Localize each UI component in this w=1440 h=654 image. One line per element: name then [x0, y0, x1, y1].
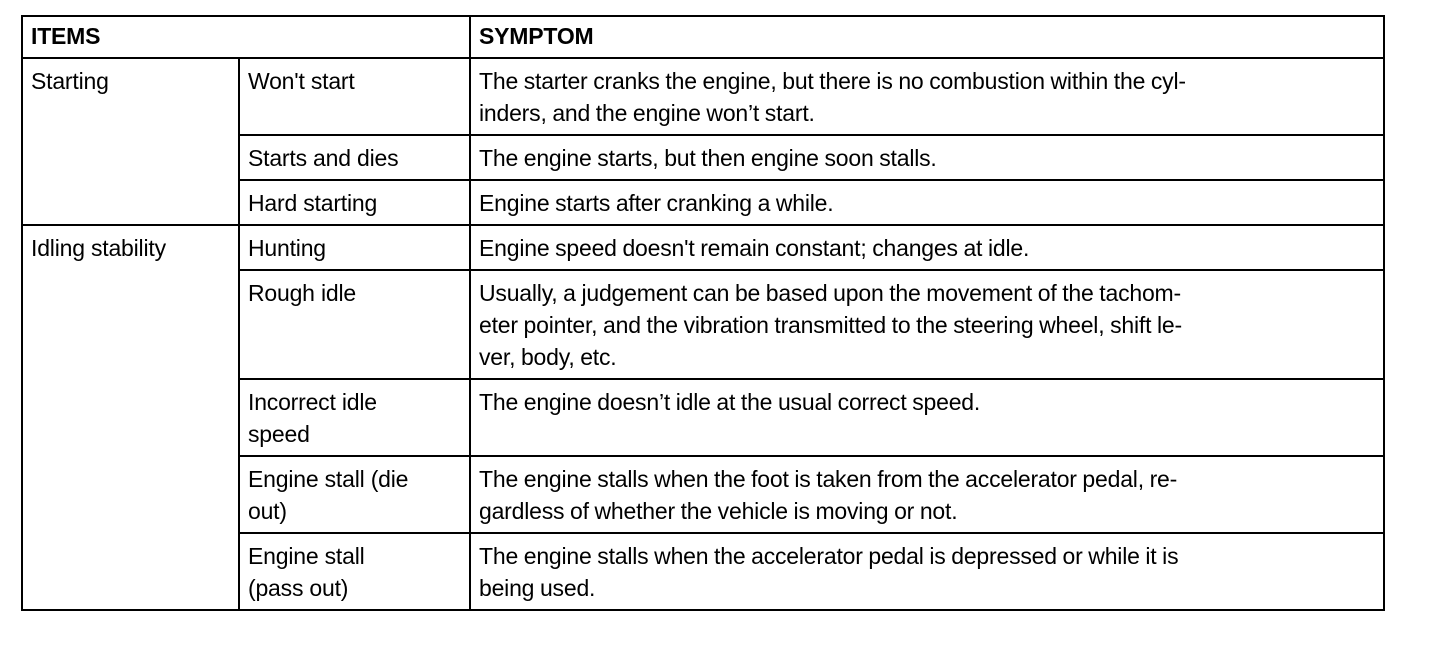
- category-cell: Idling stability: [22, 225, 239, 610]
- symptom-cell: Usually, a judgement can be based upon the movement of the tachom- eter pointer, and the vibration transmitted to the steering wheel, shift le- ver, body, etc.: [470, 270, 1384, 379]
- symptom-cell: The engine starts, but then engine soon stalls.: [470, 135, 1384, 180]
- symptom-cell: Engine speed doesn't remain constant; changes at idle.: [470, 225, 1384, 270]
- table-row: [22, 58, 1384, 135]
- symptom-cell: The engine doesn’t idle at the usual correct speed.: [470, 379, 1384, 456]
- item-cell: Engine stall (pass out): [239, 533, 470, 610]
- symptom-cell: The engine stalls when the foot is taken from the accelerator pedal, re- gardless of whether the vehicle is moving or not.: [470, 456, 1384, 533]
- item-cell: Starts and dies: [239, 135, 470, 180]
- item-cell: Hard starting: [239, 180, 470, 225]
- header-row: [22, 16, 1384, 58]
- item-cell: Won't start: [239, 58, 470, 135]
- category-cell: Starting: [22, 58, 239, 225]
- item-cell: Rough idle: [239, 270, 470, 379]
- symptom-cell: Engine starts after cranking a while.: [470, 180, 1384, 225]
- item-cell: Incorrect idle speed: [239, 379, 470, 456]
- item-cell: Engine stall (die out): [239, 456, 470, 533]
- symptom-header: SYMPTOM: [470, 16, 1384, 58]
- table-row: [22, 225, 1384, 270]
- symptom-cell: The starter cranks the engine, but there is no combustion within the cyl- inders, and the engine won’t start.: [470, 58, 1384, 135]
- symptom-table: [21, 15, 1385, 611]
- item-cell: Hunting: [239, 225, 470, 270]
- items-header: ITEMS: [22, 16, 470, 58]
- symptom-cell: The engine stalls when the accelerator pedal is depressed or while it is being used.: [470, 533, 1384, 610]
